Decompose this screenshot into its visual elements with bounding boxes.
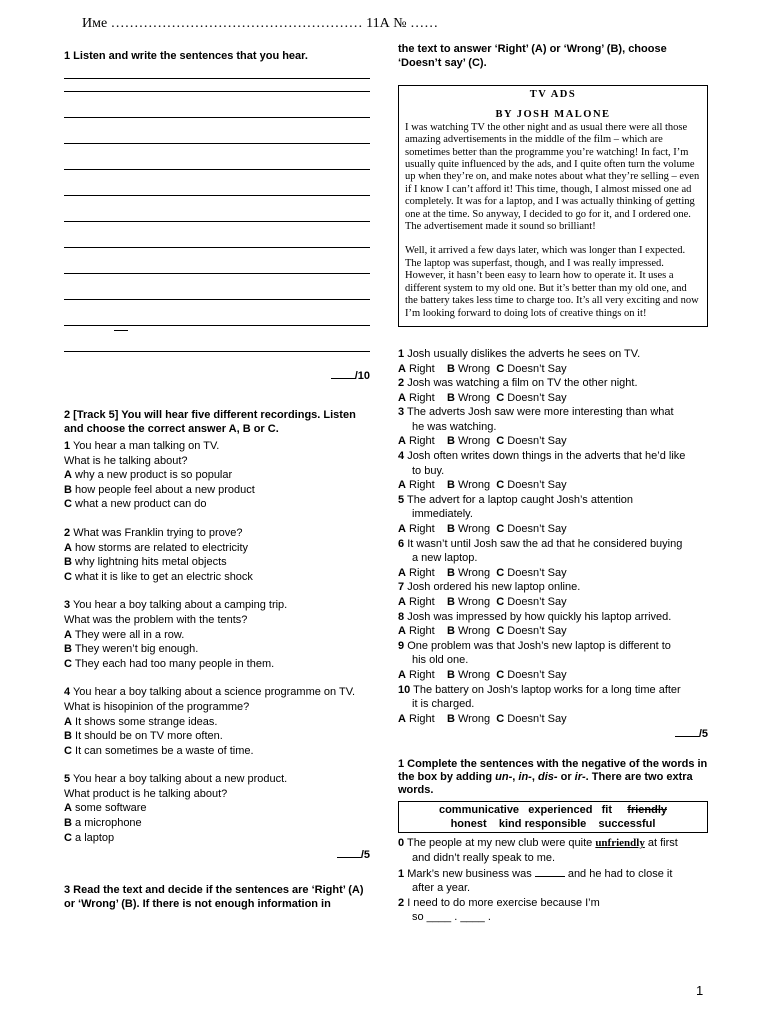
right-wrong-statements xyxy=(398,347,708,726)
option-wrong[interactable]: B Wrong xyxy=(446,435,491,448)
answer-options xyxy=(398,391,708,406)
writing-line[interactable] xyxy=(64,326,370,352)
writing-line[interactable] xyxy=(64,248,370,274)
option-right[interactable]: A Right xyxy=(398,596,435,608)
option-doesnt-say[interactable]: C Doesn’t Say xyxy=(496,596,567,608)
answer-a[interactable]: A why a new product is so popular xyxy=(64,469,233,482)
article-box xyxy=(398,85,708,327)
option-wrong[interactable]: B Wrong xyxy=(446,712,491,725)
answer-c[interactable]: C They each had too many people in them. xyxy=(64,657,275,670)
option-doesnt-say[interactable]: C Doesn’t Say xyxy=(496,523,567,536)
option-wrong[interactable]: B Wrong xyxy=(446,523,491,536)
option-doesnt-say[interactable]: C Doesn’t Say xyxy=(496,712,567,725)
option-doesnt-say[interactable]: C Doesn’t Say xyxy=(496,625,567,638)
article-title: TV ADS xyxy=(529,89,577,100)
answer-options xyxy=(398,362,708,377)
option-right[interactable]: A Right xyxy=(398,362,435,375)
answer-options xyxy=(398,712,708,727)
option-right[interactable]: A Right xyxy=(398,479,435,492)
statement-5: 5 The advert for a laptop caught Josh’s attention immediately. A Right B Wrong C Doesn’t Say xyxy=(398,493,708,537)
answer-options xyxy=(398,595,708,610)
writing-line[interactable] xyxy=(64,63,370,79)
exercise-4-title: 1 Complete the sentences with the negative of the words in the box by adding un-, in-, dis- or ir-. There are two extra words. xyxy=(398,758,708,797)
statement-9: 9 One problem was that Josh’s new laptop is different to his old one. A Right B Wrong C Doesn’t Say xyxy=(398,639,708,683)
option-wrong[interactable]: B Wrong xyxy=(446,668,491,681)
answer-b[interactable]: B how people feel about a new product xyxy=(64,483,255,496)
answer-options xyxy=(398,434,708,449)
word: kind xyxy=(498,818,522,831)
word-box xyxy=(398,801,708,833)
word: experienced xyxy=(528,804,593,817)
article-author: BY JOSH MALONE xyxy=(495,109,611,121)
answer-a[interactable]: A how storms are related to electricity xyxy=(64,541,249,554)
exercise-2-questions xyxy=(64,439,370,845)
answer-c[interactable]: C what it is like to get an electric shock xyxy=(64,570,253,583)
answer-blank[interactable] xyxy=(535,866,565,877)
writing-line[interactable] xyxy=(64,196,370,222)
answer-c[interactable]: C what a new product can do xyxy=(64,498,207,511)
answer-blank[interactable]: so ____ . ____ . xyxy=(412,911,491,924)
word: successful xyxy=(598,818,656,831)
writing-line[interactable] xyxy=(64,222,370,248)
option-doesnt-say[interactable]: C Doesn’t Say xyxy=(496,435,567,448)
word: responsible xyxy=(524,818,587,831)
option-wrong[interactable]: B Wrong xyxy=(446,625,491,638)
answer-a[interactable]: A It shows some strange ideas. xyxy=(64,715,218,728)
answer-options xyxy=(398,668,708,683)
question-3: 3 You hear a boy talking about a camping trip. What was the problem with the tents? A They were all in a row. B They weren’t big enough. C They each had too many people in them. xyxy=(64,598,370,671)
answer-options xyxy=(398,624,708,639)
word: communicative xyxy=(438,804,520,817)
statement-8: 8 Josh was impressed by how quickly his laptop arrived. A Right B Wrong C Doesn’t Say xyxy=(398,610,708,639)
article-paragraph-2: Well, it arrived a few days later, which was longer than I expected. The laptop was superfast, though, and I was really impressed. However, it hasn’t been easy to learn how to operate it. It uses a different system to my old one. But it’s better than my old one, and the battery takes less time to charge too. It’s all very exciting and now I’m looking forward to doing lots of creative things on it! xyxy=(405,245,699,319)
word: fit xyxy=(601,804,612,817)
exercise-2-title: 2 [Track 5] You will hear five different recordings. Listen and choose the correct answer A, B or C. xyxy=(64,409,356,435)
ex4-sentence-0: 0 The people at my new club were quite unfriendly at first and didn’t really speak to me. xyxy=(398,837,678,864)
option-doesnt-say[interactable]: C Doesn’t Say xyxy=(496,566,567,579)
answer-b[interactable]: B a microphone xyxy=(64,817,142,830)
option-wrong[interactable]: B Wrong xyxy=(446,362,491,375)
ex4-sentence-2: 2 I need to do more exercise because I’m so ____ . ____ . xyxy=(398,896,708,925)
answer-a[interactable]: A some software xyxy=(64,802,147,815)
option-wrong[interactable]: B Wrong xyxy=(446,479,491,492)
answer-options xyxy=(398,522,708,537)
answer-b[interactable]: B why lightning hits metal objects xyxy=(64,556,227,569)
name-and-class-header: Име ……………………………………………… 11А № …… xyxy=(82,16,439,31)
writing-line[interactable] xyxy=(64,79,370,92)
question-5: 5 You hear a boy talking about a new product. What product is he talking about? A some software B a microphone C a laptop xyxy=(64,772,370,845)
option-wrong[interactable]: B Wrong xyxy=(446,596,491,608)
question-2: 2 What was Franklin trying to prove? A how storms are related to electricity B why lightning hits metal objects C what it is like to get an electric shock xyxy=(64,526,370,584)
option-right[interactable]: A Right xyxy=(398,625,435,638)
statement-6: 6 It wasn’t until Josh saw the ad that he considered buying a new laptop. A Right B Wrong C Doesn’t Say xyxy=(398,537,708,581)
option-doesnt-say[interactable]: C Doesn’t Say xyxy=(496,391,567,404)
statement-1: 1 Josh usually dislikes the adverts he sees on TV. A Right B Wrong C Doesn’t Say xyxy=(398,347,708,376)
right-column xyxy=(398,42,708,925)
answer-options xyxy=(398,478,708,493)
writing-line[interactable] xyxy=(64,144,370,170)
writing-line[interactable] xyxy=(64,118,370,144)
answer-b[interactable]: B It should be on TV more often. xyxy=(64,730,223,743)
writing-line[interactable] xyxy=(64,170,370,196)
option-right[interactable]: A Right xyxy=(398,566,435,579)
question-1: 1 You hear a man talking on TV. What is he talking about? A why a new product is so popular B how people feel about a new product C what a new product can do xyxy=(64,439,370,512)
answer-a[interactable]: A They were all in a row. xyxy=(64,628,185,641)
statement-10: 10 The battery on Josh’s laptop works for a long time after it is charged. A Right B Wrong C Doesn’t Say xyxy=(398,683,708,727)
example-answer: unfriendly xyxy=(595,837,645,850)
question-4: 4 You hear a boy talking about a science programme on TV. What is hisopinion of the programme? A It shows some strange ideas. B It should be on TV more often. C It can sometimes be a waste of time. xyxy=(64,685,370,758)
option-right[interactable]: A Right xyxy=(398,668,435,681)
exercise-1-score[interactable]: /10 xyxy=(64,370,370,382)
option-doesnt-say[interactable]: C Doesn’t Say xyxy=(496,479,567,492)
writing-lines xyxy=(64,63,370,352)
statement-7: 7 Josh ordered his new laptop online. A Right B Wrong C Doesn’t Say xyxy=(398,580,708,609)
option-right[interactable]: A Right xyxy=(398,523,435,536)
statement-3: 3 The adverts Josh saw were more interesting than what he was watching. A Right B Wrong C Doesn’t Say xyxy=(398,405,708,449)
option-right[interactable]: A Right xyxy=(398,712,435,725)
option-doesnt-say[interactable]: C Doesn’t Say xyxy=(496,668,567,681)
writing-line[interactable] xyxy=(64,300,370,326)
answer-options xyxy=(398,566,708,581)
page-number: 1 xyxy=(696,983,704,998)
word: honest xyxy=(450,818,487,831)
writing-line[interactable] xyxy=(64,274,370,300)
answer-c[interactable]: C It can sometimes be a waste of time. xyxy=(64,744,254,757)
article-paragraph-1: I was watching TV the other night and as usual there were all those amazing advertisements in the middle of the film – which are sometimes better than the programme you’re watching! In fact, I’m usually quite influenced by the ads, and I quite often turn the volume up when they’re on, and make notes about what they’re selling – even if I know I can’t afford it! This time, though, I almost missed one ad completely. It was for a laptop, and I was actually thinking of getting one at the time. So anyway, I decided to go for it, and I ordered one. The advertisement made it sound so brilliant! xyxy=(405,121,700,233)
option-wrong[interactable]: B Wrong xyxy=(446,566,491,579)
word-used-example: friendly xyxy=(627,804,668,817)
option-right[interactable]: A Right xyxy=(398,391,435,404)
exercise-1-title: 1 Listen and write the sentences that you hear. xyxy=(64,50,308,62)
option-doesnt-say[interactable]: C Doesn’t Say xyxy=(496,362,567,375)
answer-b[interactable]: B They weren’t big enough. xyxy=(64,643,199,656)
left-column xyxy=(64,50,370,911)
exercise-3-title-start: 3 Read the text and decide if the sentences are ‘Right’ (A) or ‘Wrong’ (B). If there is not enough information in xyxy=(64,884,364,911)
ex4-sentence-1: 1 Mark’s new business was and he had to close it after a year. xyxy=(398,867,673,895)
exercise-2-score[interactable]: /5 xyxy=(64,849,370,861)
option-right[interactable]: A Right xyxy=(398,435,435,448)
writing-line[interactable] xyxy=(64,92,370,118)
exercise-3-title-end: the text to answer ‘Right’ (A) or ‘Wrong’ (B), choose ‘Doesn’t say’ (C). xyxy=(398,43,667,69)
option-wrong[interactable]: B Wrong xyxy=(446,391,491,404)
statement-4: 4 Josh often writes down things in the adverts that he’d like to buy. A Right B Wrong C Doesn’t Say xyxy=(398,449,708,493)
statement-2: 2 Josh was watching a film on TV the other night. A Right B Wrong C Doesn’t Say xyxy=(398,376,708,405)
exercise-3-score[interactable]: /5 xyxy=(398,728,708,740)
answer-c[interactable]: C a laptop xyxy=(64,831,115,844)
